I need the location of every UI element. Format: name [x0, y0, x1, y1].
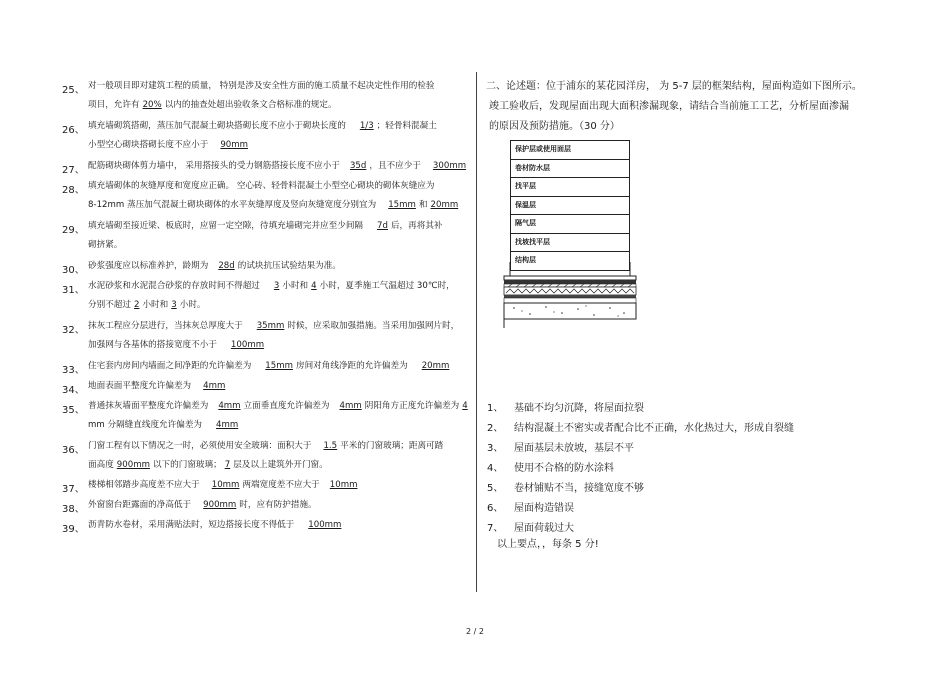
q33-line1: 住宅套内房间内墙面之间净距的允许偏差为 15mm 房间对角线净距的允许偏差为 20mm [88, 361, 450, 371]
roof-layer: 结构层 [510, 252, 630, 271]
roof-layer: 找平层 [510, 178, 630, 197]
roof-layer: 保护层或使用面层 [510, 140, 630, 160]
q32-number: 32、 [62, 325, 85, 336]
roof-layer-table [510, 140, 630, 271]
answer-text: 结构混凝土不密实或者配合比不正确，水化热过大，形成自裂缝 [514, 423, 794, 434]
answer-text: 卷材铺贴不当，接缝宽度不够 [514, 483, 644, 494]
answer-text: 基础不均匀沉降，将屋面拉裂 [514, 403, 644, 414]
answer-number: 3、 [487, 443, 504, 454]
q25-line1: 对一般项目即对建筑工程的质量， 特别是涉及安全性方面的施工质量不起决定性作用的检验 [88, 81, 435, 91]
q26-line2: 小型空心砌块搭砌长度不应小于 90mm [88, 140, 249, 150]
essay-question-line2: 竣工验收后，发现屋面出现大面积渗漏现象，请结合当前施工工艺，分析屋面渗漏 [489, 101, 849, 112]
q35-line2: mm 分隔缝直线度允许偏差为 4mm [88, 420, 239, 430]
answer-number: 4、 [487, 463, 504, 474]
answer-text: 屋面构造错误 [514, 503, 574, 514]
q39-number: 39、 [62, 524, 85, 535]
column-divider [476, 72, 477, 592]
q32-line2: 加强网与各基体的搭接宽度不小于 100mm [88, 340, 265, 350]
roof-layer: 找坡找平层 [510, 234, 630, 253]
q38-line1: 外窗窗台距露面的净高低于 900mm 时，应有防护措施。 [88, 500, 317, 510]
answer-number: 5、 [487, 483, 504, 494]
answer-text: 使用不合格的防水涂料 [514, 463, 614, 474]
q30-line1: 砂浆强度应以标准养护，龄期为 28d 的试块抗压试验结果为准。 [88, 261, 341, 271]
q37-line1: 楼梯相邻踏步高度差不应大于 10mm 两端宽度差不应大于 10mm [88, 480, 358, 490]
q35-number: 35、 [62, 405, 85, 416]
q29-number: 29、 [62, 225, 85, 236]
q36-line1: 门窗工程有以下情况之一时，必须使用安全玻璃：面积大于 1.5 平米的门窗玻璃；距离可踏 [88, 441, 444, 451]
scoring-note: 以上要点，，每条 5 分! [497, 539, 599, 550]
q34-number: 34、 [62, 385, 85, 396]
q30-number: 30、 [62, 265, 85, 276]
q25-line2: 项目，允许有 20% 以内的抽查处超出验收条文合格标准的规定。 [88, 100, 337, 110]
q34-line1: 地面表面平整度允许偏差为 4mm [88, 381, 226, 391]
roof-section-drawing [500, 262, 645, 332]
essay-question-line3: 的原因及预防措施。（30 分） [489, 121, 620, 132]
q35-line1: 普通抹灰墙面平整度允许偏差为 4mm 立面垂直度允许偏差为 4mm 阴阳角方正度允许偏差为 4 [88, 401, 468, 411]
roof-layer: 卷材防水层 [510, 160, 630, 179]
q38-number: 38、 [62, 504, 85, 515]
answer-number: 7、 [487, 523, 504, 534]
q32-line1: 抹灰工程应分层进行，当抹灰总厚度大于 35mm 时候，应采取加强措施。当采用加强网片时， [88, 321, 460, 331]
page-number: 2 / 2 [466, 627, 484, 636]
answer-number: 1、 [487, 403, 504, 414]
q28-number: 28、 [62, 185, 85, 196]
answer-text: 屋面基层未放坡，基层不平 [514, 443, 634, 454]
q25-number: 25、 [62, 85, 85, 96]
q31-number: 31、 [62, 285, 85, 296]
q27-number: 27、 [62, 165, 85, 176]
q26-number: 26、 [62, 125, 85, 136]
roof-layer: 隔气层 [510, 215, 630, 234]
q28-line2: 8-12mm 蒸压加气混凝土砌块砌体的水平灰缝厚度及竖向灰缝宽度分别宜为 15mm 和 20mm [88, 200, 459, 210]
q37-number: 37、 [62, 484, 85, 495]
q27-line1: 配筋砌块砌体剪力墙中， 采用搭接头的受力钢筋搭接长度不应小于 35d ，且不应少于 300mm [88, 161, 467, 171]
essay-question-line1: 二、论述题：位于浦东的某花园洋房， 为 5-7 层的框架结构，屋面构造如下图所示。 [486, 81, 862, 92]
q36-number: 36、 [62, 445, 85, 456]
answer-text: 屋面荷载过大 [514, 523, 574, 534]
q29-line1: 填充墙砌至接近梁、板底时，应留一定空隙，待填充墙砌完并应至少间隔 7d 后，再将其补 [88, 221, 443, 231]
q26-line1: 填充墙砌筑搭砌，蒸压加气混凝土砌块搭砌长度不应小于砌块长度的 1/3 ；轻骨料混凝土 [88, 121, 437, 131]
q28-line1: 填充墙砌体的灰缝厚度和宽度应正确。 空心砖、轻骨料混凝土小型空心砌块的砌体灰缝应为 [88, 181, 435, 191]
q31-line1: 水泥砂浆和水泥混合砂浆的存放时间不得超过 3 小时和 4 小时，夏季施工气温超过 30℃时， [88, 281, 455, 291]
q31-line2: 分别不超过 2 小时和 3 小时。 [88, 300, 206, 310]
q29-line2: 砌挤紧。 [88, 240, 123, 250]
roof-layer: 保温层 [510, 197, 630, 216]
answer-number: 6、 [487, 503, 504, 514]
q33-number: 33、 [62, 365, 85, 376]
q39-line1: 沥青防水卷材，采用满贴法时，短边搭接长度不得低于 100mm [88, 520, 342, 530]
q36-line2: 面高度 900mm 以下的门窗玻璃； 7 层及以上建筑外开门窗。 [88, 460, 328, 470]
answer-number: 2、 [487, 423, 504, 434]
